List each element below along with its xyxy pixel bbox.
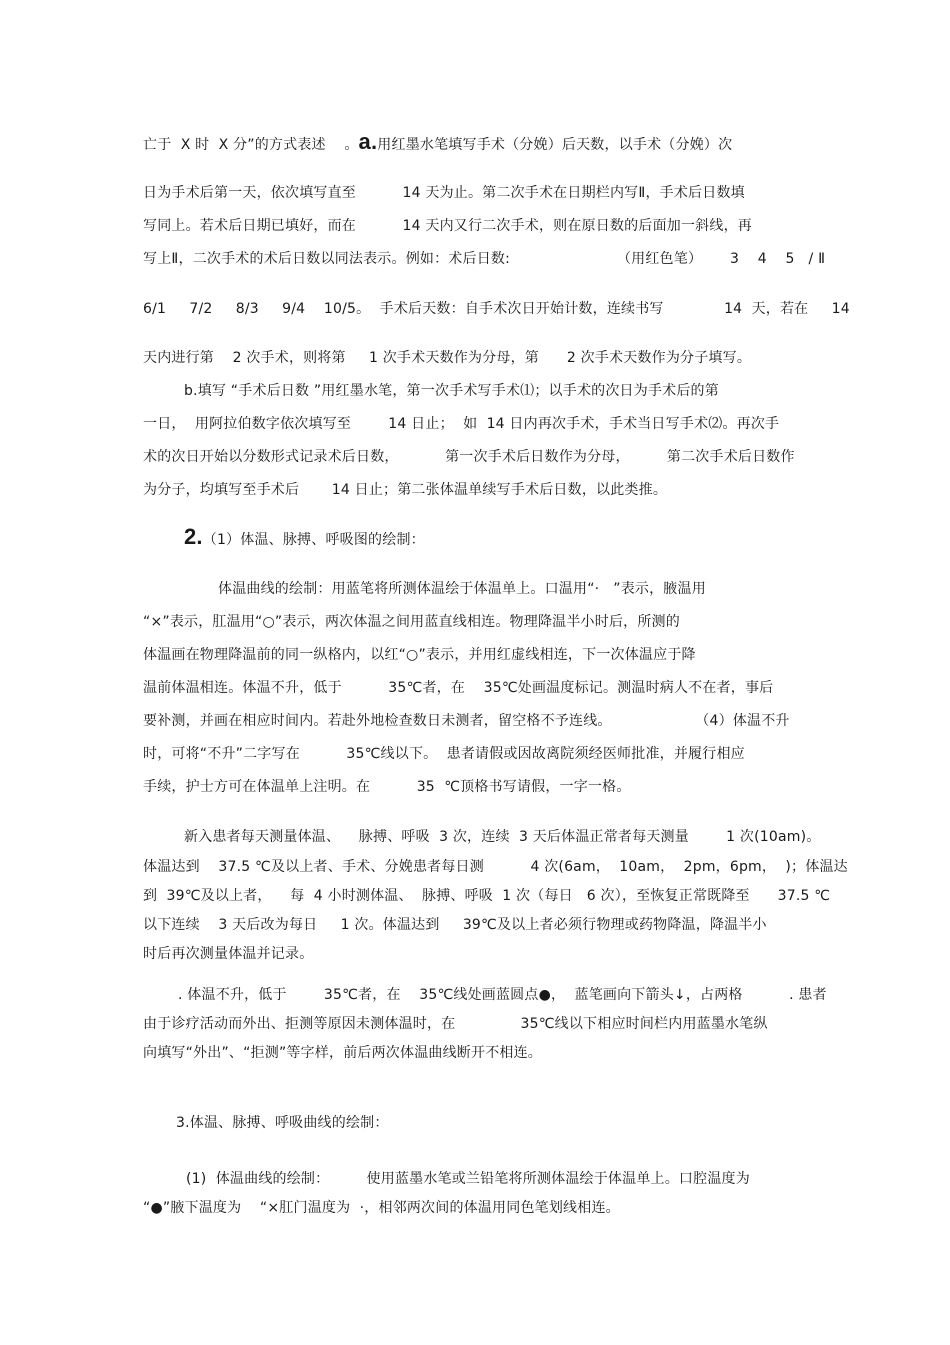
para-temp-line-4: 温前体温相连。体温不升，低于 35℃者，在 35℃处画温度标记。测温时病人不在者，事后 (143, 680, 774, 696)
para-b-line-2: 一日， 用阿拉伯数字依次填写至 14 日止； 如 14 日内再次手术，手术当日写手术⑵。再次手 (143, 416, 780, 432)
para-measure-line-2: 体温达到 37.5 ℃及以上者、手术、分娩患者每日测 4 次(6am， 10am， 2pm，6pm， )；体温达 (143, 859, 848, 875)
para-measure-line-5: 时后再次测量体温并记录。 (143, 946, 314, 962)
para-nolift-line-2: 由于诊疗活动而外出、拒测等原因未测体温时，在 35℃线以下相应时间栏内用蓝墨水笔纵 (143, 1016, 768, 1032)
para-measure-line-4: 以下连续 3 天后改为每日 1 次。体温达到 39℃及以上者必须行物理或药物降温，降温半小 (143, 917, 767, 933)
para-curve-line-1: (1) 体温曲线的绘制： 使用蓝墨水笔或兰铅笔将所测体温绘于体温单上。口腔温度为 (186, 1171, 750, 1187)
para-temp-line-1: 体温曲线的绘制：用蓝笔将所测体温绘于体温单上。口温用“· ”表示，腋温用 (218, 581, 706, 597)
para-nolift-line-1: . 体温不升，低于 35℃者，在 35℃线处画蓝圆点●， 蓝笔画向下箭头↓，占两格 . 患者 (178, 987, 827, 1003)
para-temp-line-2: “×”表示，肛温用“○”表示，两次体温之间用蓝直线相连。物理降温半小时后，所测的 (143, 614, 680, 630)
text-segment: 用红墨水笔填写手术（分娩）后天数，以手术（分娩）次 (377, 137, 733, 153)
para-a-line-6: 天内进行第 2 次手术，则将第 1 次手术天数作为分母，第 2 次手术天数作为分子填写。 (143, 350, 752, 366)
para-a-line-2: 日为手术后第一天，依次填写直至 14 天为止。第二次手术在日期栏内写Ⅱ，手术后日数填 (143, 185, 745, 201)
para-temp-line-7: 手续，护士方可在体温单上注明。在 35 ℃顶格书写请假，一字一格。 (143, 779, 631, 795)
section-3-heading: 3.体温、脉搏、呼吸曲线的绘制： (176, 1115, 389, 1131)
para-temp-line-5: 要补测，并画在相应时间内。若赴外地检查数日未测者，留空格不予连线。 （4）体温不升 (143, 713, 790, 729)
para-nolift-line-3: 向填写“外出”、“拒测”等字样，前后两次体温曲线断开不相连。 (143, 1045, 543, 1061)
para-b-line-4: 为分子，均填写至手术后 14 日止；第二张体温单续写手术后日数，以此类推。 (143, 482, 668, 498)
section-title: （1）体温、脉搏、呼吸图的绘制： (202, 532, 425, 548)
para-a-line-3: 写同上。若术后日期已填好，而在 14 天内又行二次手术，则在原日数的后面加一斜线，再 (143, 218, 752, 234)
para-b-line-1: b.填写 “手术后日数 ”用红墨水笔，第一次手术写手术⑴；以手术的次日为手术后的第 (184, 383, 719, 399)
text-segment: 亡于 X 时 X 分”的方式表述 。 (143, 137, 359, 153)
para-a-line-5: 6/1 7/2 8/3 9/4 10/5。 手术后天数：自手术次日开始计数，连续书写 14 天，若在 14 (143, 301, 850, 317)
section-number: 2. (184, 524, 203, 549)
para-measure-line-3: 到 39℃及以上者， 每 4 小时测体温、 脉搏、呼吸 1 次（每日 6 次），至恢复正常既降至 37.5 ℃ (143, 888, 831, 904)
para-temp-line-3: 体温画在物理降温前的同一纵格内，以红“○”表示，并用红虚线相连，下一次体温应于降 (143, 647, 696, 663)
para-curve-line-2: “●”腋下温度为 “×肛门温度为 ·，相邻两次间的体温用同色笔划线相连。 (143, 1200, 620, 1216)
section-2-heading (184, 524, 425, 550)
para-a-line-1 (143, 129, 733, 155)
item-marker-a: a. (358, 129, 378, 154)
para-b-line-3: 术的次日开始以分数形式记录术后日数， 第一次手术后日数作为分母， 第二次手术后日数作 (143, 449, 795, 465)
para-temp-line-6: 时，可将“不升”二字写在 35℃线以下。 患者请假或因故离院须经医师批准，并履行相应 (143, 746, 745, 762)
para-a-line-4: 写上Ⅱ，二次手术的术后日数以同法表示。例如：术后日数: （用红色笔） 3 4 5 / Ⅱ (143, 251, 826, 267)
para-measure-line-1: 新入患者每天测量体温、 脉搏、呼吸 3 次，连续 3 天后体温正常者每天测量 1 次(10am)。 (184, 829, 821, 845)
